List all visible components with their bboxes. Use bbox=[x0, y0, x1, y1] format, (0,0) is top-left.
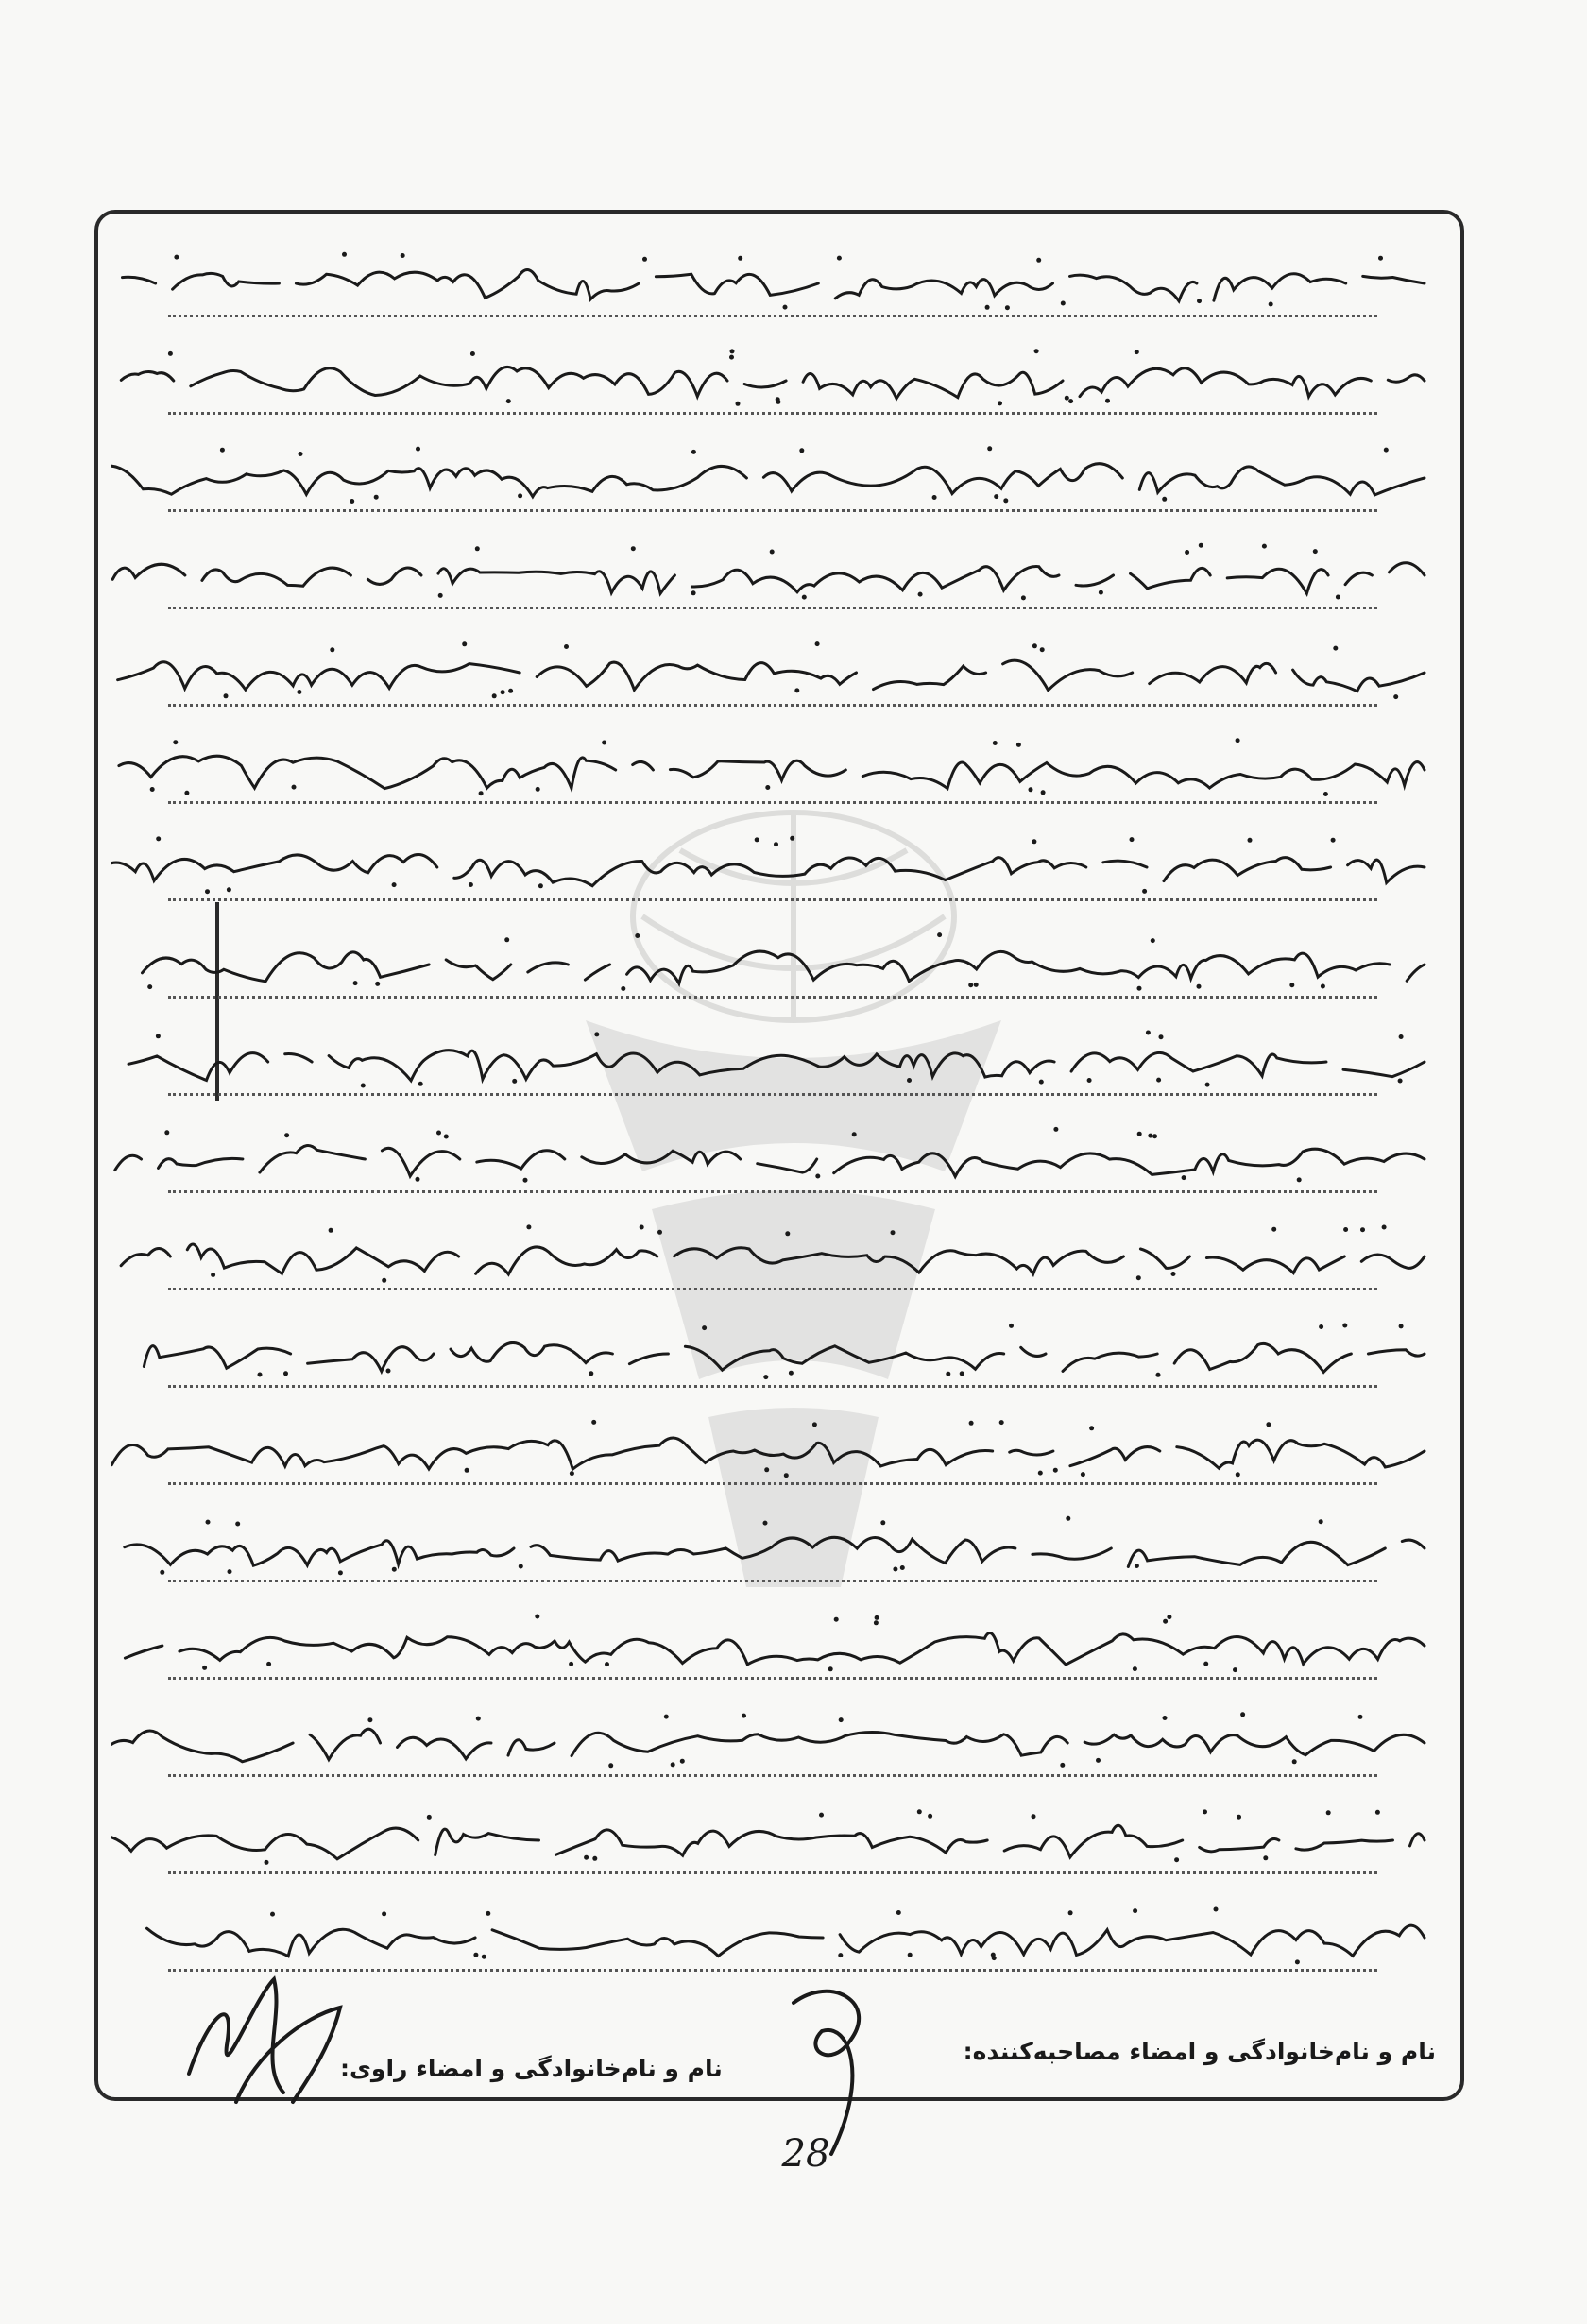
ruled-guide bbox=[168, 1190, 1377, 1193]
handwritten-line bbox=[111, 616, 1434, 710]
page-number-text: 28 bbox=[781, 2132, 830, 2176]
handwriting-scribble bbox=[111, 1803, 1434, 1869]
handwriting-scribble bbox=[111, 1608, 1434, 1674]
handwritten-line bbox=[111, 1297, 1434, 1392]
handwritten-line bbox=[111, 421, 1434, 516]
ruled-guide bbox=[168, 1288, 1377, 1290]
handwritten-lines bbox=[113, 227, 1445, 1984]
handwriting-scribble bbox=[111, 635, 1434, 701]
ruled-guide bbox=[168, 1580, 1377, 1582]
narrator-signature-label: نام و نام‌خانوادگی و امضاء راوی: bbox=[340, 2055, 723, 2082]
handwriting-scribble bbox=[111, 829, 1434, 896]
ruled-guide bbox=[168, 801, 1377, 804]
handwriting-scribble bbox=[111, 246, 1434, 312]
handwriting-scribble bbox=[111, 1024, 1434, 1090]
handwritten-line bbox=[111, 324, 1434, 419]
handwriting-scribble bbox=[111, 1121, 1434, 1188]
ruled-guide bbox=[168, 898, 1377, 901]
handwritten-line bbox=[111, 713, 1434, 808]
ruled-guide bbox=[168, 315, 1377, 317]
handwritten-line bbox=[111, 1784, 1434, 1878]
ruled-guide bbox=[168, 1871, 1377, 1874]
ruled-guide bbox=[168, 1774, 1377, 1777]
handwritten-line bbox=[111, 1005, 1434, 1100]
page-number bbox=[773, 2121, 839, 2187]
handwriting-scribble bbox=[111, 1316, 1434, 1382]
ruled-guide bbox=[168, 704, 1377, 707]
handwriting-scribble bbox=[111, 538, 1434, 604]
handwriting-scribble bbox=[111, 1900, 1434, 1966]
handwritten-line bbox=[111, 1200, 1434, 1294]
handwritten-line bbox=[111, 811, 1434, 905]
handwriting-scribble bbox=[111, 1705, 1434, 1771]
handwriting-scribble bbox=[111, 1413, 1434, 1479]
handwritten-line bbox=[111, 1102, 1434, 1197]
ruled-guide bbox=[168, 1385, 1377, 1388]
handwriting-scribble bbox=[111, 440, 1434, 506]
handwritten-line bbox=[111, 519, 1434, 613]
ruled-guide bbox=[168, 1677, 1377, 1680]
handwriting-scribble bbox=[111, 1219, 1434, 1285]
ruled-guide bbox=[168, 1482, 1377, 1485]
handwriting-scribble bbox=[111, 927, 1434, 993]
handwriting-scribble bbox=[111, 343, 1434, 409]
ruled-guide bbox=[168, 996, 1377, 999]
ruled-guide bbox=[168, 509, 1377, 512]
handwritten-line bbox=[111, 1589, 1434, 1683]
handwritten-line bbox=[111, 1492, 1434, 1586]
handwritten-line bbox=[111, 908, 1434, 1002]
handwritten-line bbox=[111, 227, 1434, 321]
ruled-guide bbox=[168, 1093, 1377, 1096]
narrator-signature bbox=[170, 1960, 359, 2111]
ruled-guide bbox=[168, 412, 1377, 415]
handwriting-scribble bbox=[111, 1511, 1434, 1577]
ruled-guide bbox=[168, 607, 1377, 609]
handwritten-line bbox=[111, 1686, 1434, 1781]
handwriting-scribble bbox=[111, 732, 1434, 798]
handwritten-line bbox=[111, 1394, 1434, 1489]
interviewer-signature-label: نام و نام‌خانوادگی و امضاء مصاحبه‌کننده: bbox=[963, 2038, 1436, 2065]
